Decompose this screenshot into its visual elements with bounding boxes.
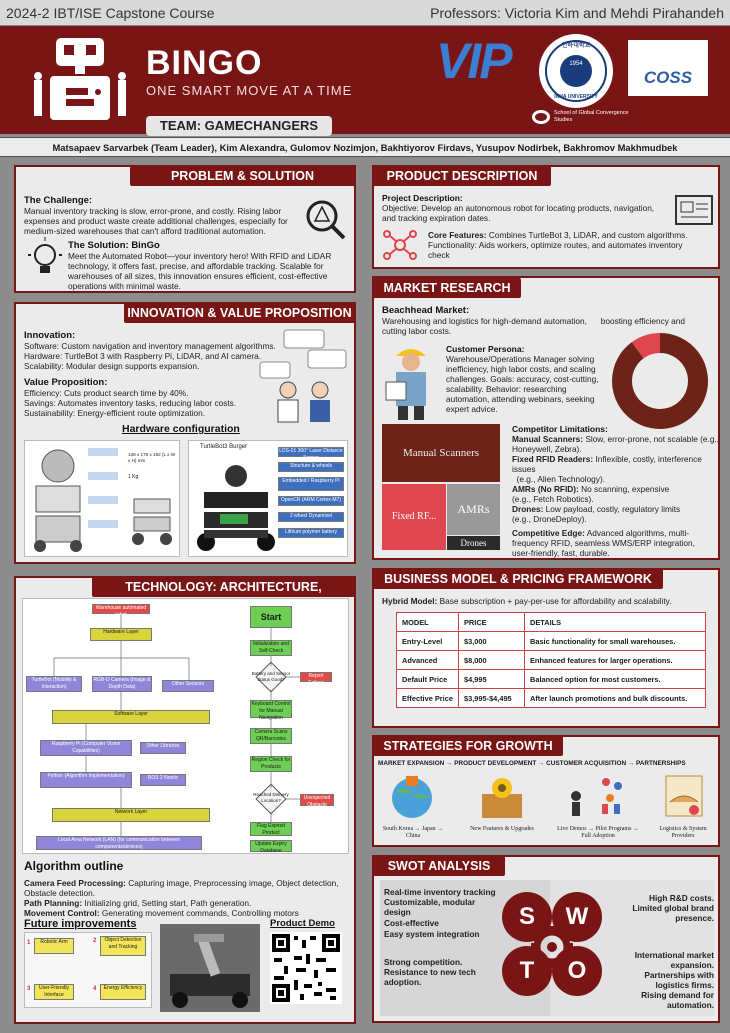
hw-label-2: Structure & wheels bbox=[278, 462, 344, 472]
course-label: 2024-2 IBT/ISE Capstone Course bbox=[6, 5, 215, 21]
turtlebot-photo-icon bbox=[194, 462, 278, 554]
solution-line-2: technology, it offers fast, precise, and affordable tracking. Scalable for bbox=[68, 261, 324, 271]
network-nodes-icon bbox=[382, 228, 418, 262]
innovation-heading: Innovation: bbox=[24, 330, 76, 341]
arch-hardware-layer: Hardware Layer bbox=[90, 628, 152, 641]
future-num-1: 1 bbox=[27, 940, 31, 946]
table-row bbox=[397, 632, 706, 651]
flow-reached: Reached Delivery Location? bbox=[253, 792, 289, 803]
members-list: Matsapaev Sarvarbek (Team Leader), Kim Alexandra, Gulomov Nozimjon, Bakhtiyorov Firdavs, Yusupov Nodirbek, Bakhromov Makhmudbek bbox=[0, 137, 730, 157]
arch-software-layer: Software Layer bbox=[52, 710, 210, 724]
solution-line-3: warehouses of all sizes, this innovation ensures efficient, cost-effective bbox=[68, 271, 328, 281]
cell-price: $3,995-$4,495 bbox=[459, 689, 525, 708]
future-num-2: 2 bbox=[93, 938, 97, 944]
beachhead-line-2: cutting labor costs. bbox=[382, 326, 452, 336]
hw-dims-label: 138 x 178 x 192 (L x W x H) mm bbox=[128, 452, 176, 463]
school-text: School of Global Convergence Studies bbox=[554, 110, 629, 123]
robot-arm-photo bbox=[160, 924, 260, 1012]
arch-python: Python (Algorithm Implementation) bbox=[40, 772, 132, 788]
swot-w-2: Limited global brand bbox=[632, 903, 714, 913]
qr-code-icon[interactable] bbox=[270, 932, 342, 1004]
inha-name: INHA UNIVERSITY bbox=[554, 94, 598, 100]
growth-item-4: Logistics & System Providers bbox=[659, 826, 707, 839]
flow-init: Initialization and Self-Check bbox=[250, 640, 292, 656]
partnership-handshake-icon bbox=[660, 772, 708, 822]
col-model: MODEL bbox=[397, 613, 459, 632]
arch-raspberry: Raspberry Pi (Computer Vision Capabilities) bbox=[40, 740, 132, 756]
swot-w-3: presence. bbox=[675, 913, 714, 923]
donut-slice-2 bbox=[622, 343, 698, 419]
business-title: BUSINESS MODEL & PRICING FRAMEWORK bbox=[373, 569, 663, 589]
innovation-line-1: Software: Custom navigation and inventory management algorithms. bbox=[24, 341, 276, 351]
vip-logo: VIP bbox=[436, 33, 511, 89]
hybrid-line: Hybrid Model: Base subscription + pay-per-use for affordability and scalability. bbox=[382, 596, 672, 606]
edge-line-1: Competitive Edge: Advanced algorithms, multi- bbox=[512, 528, 690, 538]
persona-line-3: challenges. Goals: accuracy, cost-cutting, bbox=[446, 374, 599, 384]
project-desc-line-1: Objective: Develop an autonomous robot for locating products, navigation, bbox=[382, 203, 655, 213]
challenge-line-1: Manual inventory tracking is slow, error-prone, and costly. Rising labor bbox=[24, 206, 282, 216]
donut-slice-1 bbox=[638, 343, 660, 350]
innovation-title: INNOVATION & VALUE PROPOSITION bbox=[124, 303, 355, 323]
turtlebot-blueprint-icon bbox=[26, 446, 126, 554]
swot-s-letter: S bbox=[502, 892, 552, 942]
swot-t-1: Strong competition. bbox=[384, 957, 463, 967]
magnifier-warning-icon bbox=[304, 198, 348, 242]
globe-expansion-icon bbox=[386, 772, 438, 822]
arch-libraries: Other Libraries bbox=[140, 742, 186, 754]
table-row bbox=[397, 689, 706, 708]
professors-label: Professors: Victoria Kim and Mehdi Pirahandeh bbox=[430, 5, 724, 21]
comp-line-7: (e.g., Fetch Robotics). bbox=[512, 494, 594, 504]
core-line-3: check bbox=[428, 250, 450, 260]
edge-line-2: frequency RFID, seamless WMS/ERP integration, bbox=[512, 538, 695, 548]
arch-ros: ROS 2 Noetic bbox=[140, 774, 186, 786]
arch-camera: RGB-D Camera (Image & Depth Data) bbox=[93, 677, 151, 690]
product-development-icon bbox=[476, 772, 528, 822]
algo-line-3: Movement Control: Generating movement commands, Controlling motors bbox=[24, 908, 299, 918]
hw-label-1: LDS-01 360° Laser Distance Sensor bbox=[279, 448, 343, 461]
beachhead-line-1: Warehousing and logistics for high-demand automation, boosting efficiency and bbox=[382, 316, 686, 326]
growth-title: STRATEGIES FOR GROWTH bbox=[373, 736, 563, 756]
flow-start: Start bbox=[250, 606, 292, 628]
school-logo-icon bbox=[532, 110, 550, 124]
beachhead-heading: Beachhead Market: bbox=[382, 305, 470, 316]
hardware-heading: Hardware configuration bbox=[122, 423, 240, 435]
future-num-3: 3 bbox=[27, 986, 31, 992]
comp-line-9: (e.g., DroneDeploy). bbox=[512, 514, 587, 524]
inha-korean-text: 인하대학교 bbox=[561, 43, 591, 49]
cell-model: Entry-Level bbox=[397, 632, 459, 651]
hw-label-4: OpenCR (ARM Cortex-M7) bbox=[278, 496, 344, 506]
core-line-2: Functionality: Aids workers, optimize routes, and automates inventory bbox=[428, 240, 683, 250]
flow-flag-expired: Flag Expired Product bbox=[250, 822, 292, 836]
cell-model: Default Price bbox=[397, 670, 459, 689]
persona-line-5: automation, attending webinars, seeking bbox=[446, 394, 595, 404]
cell-details: Balanced option for most customers. bbox=[525, 670, 706, 689]
growth-flow-line: MARKET EXPANSION → PRODUCT DEVELOPMENT → CUSTOMER ACQUISITION → PARTNERSHIPS bbox=[378, 760, 686, 767]
value-line-3: Sustainability: Energy-efficient route optimization. bbox=[24, 408, 206, 418]
flow-update-db: Update Expiry Database bbox=[250, 840, 292, 852]
swot-o-3: Partnerships with bbox=[644, 970, 714, 980]
treemap-drones: Drones bbox=[447, 536, 500, 550]
customer-acquisition-icon bbox=[566, 772, 630, 822]
arch-root: Warehouse automated robot bbox=[92, 604, 150, 614]
document-icon bbox=[674, 194, 714, 228]
swot-o-letter: O bbox=[552, 946, 602, 996]
project-desc-heading: Project Description: bbox=[382, 193, 463, 203]
swot-o-2: expansion. bbox=[670, 960, 714, 970]
hw-right-title: TurtleBot3 Burger bbox=[200, 444, 248, 450]
cell-price: $8,000 bbox=[459, 651, 525, 670]
arch-turtlebot: TurtleBot (Mobility & Interaction) bbox=[26, 676, 82, 692]
algo-line-2: Path Planning: Initializing grid, Setting start, Path generation. bbox=[24, 898, 252, 908]
flow-battery: Battery and Sensor Status Good? bbox=[251, 671, 291, 682]
arch-sensors: Other Sensors bbox=[162, 680, 214, 692]
flow-report-failure: Report Failure bbox=[300, 672, 332, 682]
swot-o-5: Rising demand for bbox=[641, 990, 714, 1000]
cell-details: After launch promotions and bulk discounts. bbox=[525, 689, 706, 708]
comp-line-3: Fixed RFID Readers: Inflexible, costly, interference bbox=[512, 454, 702, 464]
persona-line-6: expert advice. bbox=[446, 404, 498, 414]
market-title: MARKET RESEARCH bbox=[373, 278, 521, 298]
persona-line-2: inefficiency, high labor costs, and scaling bbox=[446, 364, 596, 374]
table-row bbox=[397, 651, 706, 670]
arch-network-layer: Network Layer bbox=[52, 808, 210, 822]
team-label: TEAM: GAMECHANGERS bbox=[146, 116, 332, 136]
market-donut-chart bbox=[612, 333, 708, 429]
value-heading: Value Proposition: bbox=[24, 377, 108, 388]
pricing-header-row bbox=[397, 613, 706, 632]
growth-item-2: New Features & Upgrades bbox=[470, 826, 534, 832]
competitor-heading: Competitor Limitations: bbox=[512, 424, 608, 434]
swot-s-2: Customizable, modular bbox=[384, 897, 476, 907]
comp-line-5: (e.g., Alien Technology). bbox=[512, 474, 606, 484]
treemap-amrs: AMRs bbox=[447, 484, 500, 535]
arch-lan: Local Area Network (LAN) (for communication between components/devices) bbox=[36, 836, 202, 850]
growth-item-3: Live Demos → Pilot Programs → Full Adoption bbox=[557, 826, 639, 839]
solution-line-4: operations with minimal waste. bbox=[68, 281, 181, 291]
flowchart-connectors bbox=[240, 598, 340, 854]
robot-logo-icon bbox=[30, 34, 130, 130]
flow-region: Region Check for Products bbox=[251, 757, 291, 770]
future-heading: Future improvements bbox=[24, 918, 137, 930]
cell-model: Effective Price bbox=[397, 689, 459, 708]
growth-item-1: South Korea → Japan → China bbox=[382, 826, 444, 839]
flow-obstacle: Unexpected Obstacle bbox=[300, 794, 334, 806]
team-discussion-illustration bbox=[258, 328, 350, 424]
hw-label-5: 2 wheel Dynamixel bbox=[278, 512, 344, 522]
solution-heading: The Solution: BinGo bbox=[68, 240, 160, 251]
algorithm-heading: Algorithm outline bbox=[24, 859, 124, 873]
future-robotic-arm: Robotic Arm bbox=[34, 938, 74, 954]
swot-w-letter: W bbox=[552, 892, 602, 942]
architecture-connectors bbox=[22, 598, 242, 854]
cell-model: Advanced bbox=[397, 651, 459, 670]
value-line-2: Savings: Automates inventory tasks, reducing labor costs. bbox=[24, 398, 237, 408]
comp-line-1: Manual Scanners: Slow, error-prone, not scalable (e.g., bbox=[512, 434, 720, 444]
challenge-line-3: medium-sized warehouses that can't afford traditional automation. bbox=[24, 226, 266, 236]
turtlebot-side-icon bbox=[128, 495, 176, 553]
coss-text: COSS bbox=[643, 68, 693, 87]
project-desc-line-2: and tracking expiration dates. bbox=[382, 213, 491, 223]
edge-line-3: user-friendly, fast, durable. bbox=[512, 548, 610, 558]
comp-line-2: Honeywell, Zebra). bbox=[512, 444, 582, 454]
swot-t-3: adoption. bbox=[384, 977, 422, 987]
flow-keyboard: Keyboard Control for Manual Navigation bbox=[251, 701, 291, 721]
persona-heading: Customer Persona: bbox=[446, 344, 525, 354]
comp-line-4: issues bbox=[512, 464, 536, 474]
swot-w-1: High R&D costs. bbox=[649, 893, 714, 903]
cell-price: $4,995 bbox=[459, 670, 525, 689]
value-line-1: Efficiency: Cuts product search time by 40%. bbox=[24, 388, 189, 398]
future-ui: User-Friendly Interface bbox=[34, 984, 74, 1000]
cell-details: Enhanced features for larger operations. bbox=[525, 651, 706, 670]
col-price: PRICE bbox=[459, 613, 525, 632]
persona-line-4: scalability. Behavior: researching bbox=[446, 384, 567, 394]
hw-weight-label: 1 Kg bbox=[128, 474, 139, 480]
worker-persona-illustration bbox=[382, 342, 440, 422]
demo-heading: Product Demo bbox=[270, 918, 335, 929]
future-energy: Energy Efficiency bbox=[100, 984, 146, 1000]
hw-label-3: Embedded / Raspberry Pi bbox=[278, 477, 344, 491]
swot-s-1: Real-time inventory tracking bbox=[384, 887, 496, 897]
challenge-line-2: expenses and product waste create additional challenges, especially for bbox=[24, 216, 288, 226]
swot-o-6: automation. bbox=[666, 1000, 714, 1010]
col-details: DETAILS bbox=[525, 613, 706, 632]
swot-o-1: International market bbox=[634, 950, 714, 960]
technology-title: TECHNOLOGY: ARCHITECTURE, bbox=[92, 577, 355, 597]
algo-line-1: Camera Feed Processing: Capturing image, Preprocessing image, Object detection, Obstacle detection. bbox=[24, 878, 339, 898]
cell-price: $3,000 bbox=[459, 632, 525, 651]
table-row bbox=[397, 670, 706, 689]
hero-title: BINGO bbox=[146, 44, 263, 82]
comp-line-8: Drones: Low payload, costly, regulatory limits bbox=[512, 504, 681, 514]
flow-camera-scan: Camera Scans QR/Barcodes bbox=[250, 728, 292, 744]
comp-line-6: AMRs (No RFID): No scanning, expensive bbox=[512, 484, 670, 494]
inha-year: 1954 bbox=[569, 61, 583, 67]
product-title: PRODUCT DESCRIPTION bbox=[373, 166, 551, 186]
solution-line-1: Meet the Automated Robot—your inventory hero! With RFID and LiDAR bbox=[68, 251, 332, 261]
hero-subtitle: ONE SMART MOVE AT A TIME bbox=[146, 83, 353, 98]
treemap-fixed-rfid: Fixed RF... bbox=[382, 484, 446, 550]
future-num-4: 4 bbox=[93, 986, 97, 992]
lightbulb-icon bbox=[28, 240, 62, 282]
challenge-heading: The Challenge: bbox=[24, 195, 93, 206]
cell-details: Basic functionality for small warehouses. bbox=[525, 632, 706, 651]
treemap-manual-scanners: Manual Scanners bbox=[382, 424, 500, 482]
problem-title: PROBLEM & SOLUTION bbox=[130, 166, 355, 186]
future-object-detection: Object Detection and Tracking bbox=[100, 936, 146, 956]
persona-line-1: Warehouse/Operations Manager solving bbox=[446, 354, 595, 364]
swot-o-4: logistics firms. bbox=[655, 980, 714, 990]
swot-s-3: design bbox=[384, 907, 411, 917]
innovation-line-3: Scalability: Modular design supports expansion. bbox=[24, 361, 200, 371]
swot-s-4: Cost-effective bbox=[384, 918, 439, 928]
swot-t-2: Resistance to new tech bbox=[384, 967, 476, 977]
hw-label-6: Lithium polymer battery bbox=[278, 528, 344, 538]
swot-title: SWOT ANALYSIS bbox=[373, 856, 505, 876]
innovation-line-2: Hardware: TurtleBot 3 with Raspberry Pi, LiDAR, and AI camera. bbox=[24, 351, 262, 361]
swot-s-5: Easy system integration bbox=[384, 929, 480, 939]
pricing-table bbox=[396, 612, 706, 708]
core-line-1: Core Features: Combines TurtleBot 3, LiDAR, and custom algorithms. bbox=[428, 230, 688, 240]
swot-t-letter: T bbox=[502, 946, 552, 996]
